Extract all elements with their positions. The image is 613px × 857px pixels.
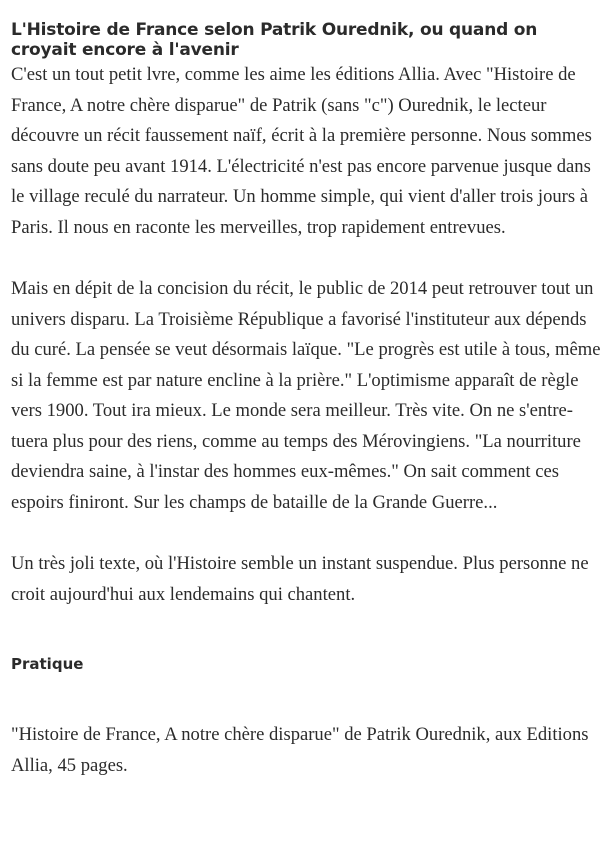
article-paragraph-1: C'est un tout petit lvre, comme les aime les éditions Allia. Avec "Histoire de France, A notre chère disparue" de Patrik (sans "c") Ourednik, le lecteur découvre un récit faussement naïf, écrit à la première personne. Nous sommes sans doute peu avant 1914. L'électricité n'est pas encore parvenue jusque dans le village reculé du narrateur. Un homme simple, qui vient d'aller trois jours à Paris. Il nous en raconte les merveilles, trop rapidement entrevues. — [11, 64, 592, 238]
practical-heading: Pratique — [11, 655, 84, 673]
article-paragraph-3: Un très joli texte, où l'Histoire semble un instant suspendue. Plus personne ne croit aujourd'hui aux lendemains qui chantent. — [11, 553, 589, 605]
practical-info: "Histoire de France, A notre chère disparue" de Patrik Ourednik, aux Editions Allia, 45 pages. — [11, 724, 589, 776]
article-title: L'Histoire de France selon Patrik Ourednik, ou quand on croyait encore à l'avenir — [11, 20, 538, 60]
article — [11, 20, 606, 781]
article-paragraph-2: Mais en dépit de la concision du récit, le public de 2014 peut retrouver tout un univers disparu. La Troisième République a favorisé l'instituteur aux dépends du curé. La pensée se veut désormais laïque. "Le progrès est utile à tous, même si la femme est par nature encline à la prière." L'optimisme apparaît de règle vers 1900. Tout ira mieux. Le monde sera meilleur. Très vite. On ne s'entre-tuera plus pour des riens, comme au temps des Mérovingiens. "La nourriture deviendra saine, à l'instar des hommes eux-mêmes." On sait comment ces espoirs finiront. Sur les champs de bataille de la Grande Guerre... — [11, 278, 601, 513]
